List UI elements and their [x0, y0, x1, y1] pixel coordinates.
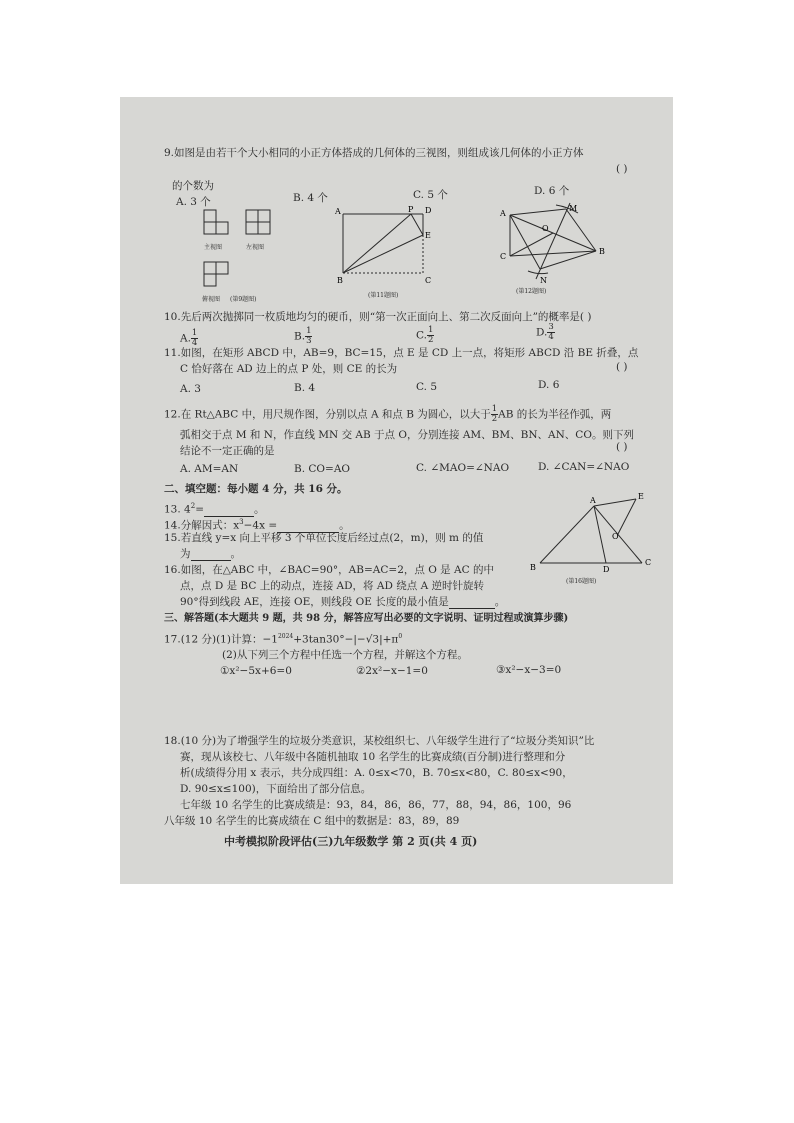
q9-paren: ( ) — [616, 163, 628, 175]
q16-line2: 点，点 D 是 BC 上的动点，连接 AD，将 AD 绕点 A 逆时针旋转 — [180, 580, 484, 592]
q11-line1: 11.如图，在矩形 ABCD 中，AB=9，BC=15，点 E 是 CD 上一点，将矩形 ABCD 沿 BE 折叠，点 — [164, 347, 639, 359]
fig16-caption: (第16题图) — [566, 578, 597, 585]
q12-option-a: A. AM=AN — [180, 463, 239, 475]
fig12-point-o: O — [542, 224, 549, 233]
q9-line1: 9.如图是由若干个大小相同的小正方体搭成的几何体的三视图，则组成该几何体的小正方体 — [164, 147, 584, 159]
q12-line3: 结论不一定正确的是 — [180, 445, 275, 457]
q15-end: 。 — [230, 548, 241, 560]
q12-line1-pre: 12.在 Rt△ABC 中，用尺规作图，分别以点 A 和点 B 为圆心，以大于 — [164, 408, 491, 421]
q9-option-a: A. 3 个 — [176, 196, 211, 208]
fig11-point-d: D — [425, 206, 432, 215]
fig11-point-a: A — [335, 207, 341, 216]
fig12-point-n: N — [540, 276, 547, 285]
q17-eq3: ③x²−x−3=0 — [496, 664, 562, 676]
q11-option-a: A. 3 — [180, 383, 201, 395]
q10-option-d-label: D. — [536, 326, 548, 339]
fig9-caption: (第9题图) — [230, 296, 257, 303]
fig16-triangle-figure — [528, 489, 664, 573]
q15-line2-pre: 为 — [180, 548, 191, 560]
fig16-point-b: B — [530, 563, 536, 572]
q9-option-d: D. 6 个 — [534, 185, 570, 197]
fig16-point-o: O — [612, 532, 619, 541]
q9-option-b: B. 4 个 — [293, 192, 328, 204]
q17-mid: +3tan30°−|−√3|+π — [293, 633, 399, 646]
fig11-point-p: P — [408, 205, 414, 214]
q17-part1 — [164, 630, 402, 647]
q18-line6: 八年级 10 名学生的比赛成绩在 C 组中的数据是：83，89，89 — [164, 815, 460, 827]
q12-line1-den: 2 — [491, 414, 498, 424]
q11-paren: ( ) — [616, 361, 628, 373]
q12-option-c: C. ∠MAO=∠NAO — [416, 462, 510, 474]
q13-pre: 13. 4 — [164, 503, 191, 516]
q17-eq2: ②2x²−x−1=0 — [356, 665, 428, 677]
q11-line2: C 恰好落在 AD 边上的点 P 处，则 CE 的长为 — [180, 363, 398, 375]
q10-option-d — [536, 323, 555, 342]
q16-end: 。 — [494, 596, 506, 608]
q17-part2: (2)从下列三个方程中任选一个方程，并解这个方程。 — [222, 649, 468, 661]
q14-sup: 3 — [239, 518, 244, 526]
q10-option-d-num: 3 — [548, 322, 554, 332]
q12-line2: 弧相交于点 M 和 N，作直线 MN 交 AB 于点 O，分别连接 AM、BM、BN、AN、CO。则下列 — [180, 429, 634, 441]
q12-line1-num: 1 — [491, 404, 498, 414]
q12-line1-post: AB 的长为半径作弧，两 — [498, 408, 612, 421]
q10-option-b — [294, 327, 312, 346]
q17-sup2: 0 — [398, 633, 403, 640]
fig9-front-view-label: 主视图 — [204, 244, 223, 251]
q10-option-c-label: C. — [416, 329, 427, 342]
q14-pre: 14.分解因式：x — [164, 519, 240, 532]
q10-option-b-label: B. — [294, 330, 306, 343]
exam-page — [120, 97, 673, 884]
q16-line3-text: 90°得到线段 AE，连接 OE，则线段 OE 长度的最小值是 — [180, 596, 449, 608]
q11-option-d: D. 6 — [538, 379, 560, 391]
q18-line5: 七年级 10 名学生的比赛成绩是：93，84，86，86，77，88，94，86，100，96 — [180, 799, 572, 811]
q15-answer-blank — [191, 550, 231, 561]
q13-end: 。 — [254, 503, 265, 516]
fig16-point-e: E — [638, 492, 644, 501]
q9-line2: 的个数为 — [172, 180, 214, 192]
page-footer: 中考模拟阶段评估(三)九年级数学 第 2 页(共 4 页) — [224, 835, 478, 848]
q12-paren: ( ) — [616, 441, 628, 453]
q17-pre: 17.(12 分)(1)计算：−1 — [164, 633, 278, 646]
fig16-point-a: A — [590, 496, 596, 505]
q14-end: 。 — [339, 519, 350, 532]
fig11-rectangle-figure — [332, 205, 444, 289]
fig12-point-b: B — [599, 247, 605, 256]
q12-option-d: D. ∠CAN=∠NAO — [538, 461, 630, 473]
q18-line4: D. 90≤x≤100)，下面给出了部分信息。 — [180, 783, 372, 795]
q13-answer-blank — [204, 506, 254, 517]
fig12-point-m: M — [569, 204, 578, 213]
q10-question: 10.先后两次抛掷同一枚质地均匀的硬币，则“第一次正面向上、第二次反面向上”的概率是( ) — [164, 311, 592, 323]
fig16-point-d: D — [603, 565, 610, 573]
q15-line2 — [180, 548, 241, 561]
fig12-construction-figure — [496, 201, 618, 285]
fig16-point-c: C — [645, 558, 652, 567]
q10-option-c-num: 1 — [428, 325, 434, 335]
fig11-point-b: B — [337, 276, 343, 285]
q11-option-c: C. 5 — [416, 381, 438, 393]
q10-option-c — [416, 326, 434, 345]
fig11-point-e: E — [425, 231, 431, 240]
fig11-caption: (第11题图) — [368, 292, 399, 299]
q13-post: = — [195, 503, 204, 516]
fig12-point-c: C — [500, 252, 507, 261]
q18-line3: 析(成绩得分用 x 表示，共分成四组：A. 0≤x<70，B. 70≤x<80，C. 80≤x<90， — [180, 767, 573, 779]
q14 — [164, 516, 350, 533]
q10-option-b-num: 1 — [306, 326, 312, 336]
q12-option-b: B. CO=AO — [294, 463, 351, 475]
q13 — [164, 500, 265, 517]
q9-option-c: C. 5 个 — [413, 189, 448, 201]
q10-option-c-den: 2 — [428, 335, 434, 345]
q10-option-a-num: 1 — [191, 328, 198, 338]
q11-option-b: B. 4 — [294, 382, 316, 394]
fig12-point-a: A — [500, 209, 506, 218]
q17-sup1: 2024 — [277, 633, 294, 640]
q18-line1: 18.(10 分)为了增强学生的垃圾分类意识，某校组织七、八年级学生进行了“垃圾分类知识”比 — [164, 735, 595, 747]
q17-eq1: ①x²−5x+6=0 — [220, 665, 292, 677]
q16-line1: 16.如图，在△ABC 中，∠BAC=90°，AB=AC=2，点 O 是 AC 的中 — [164, 564, 494, 576]
q15-line1: 15.若直线 y=x 向上平移 3 个单位长度后经过点(2，m)，则 m 的值 — [164, 532, 484, 544]
fig9-top-view-label: 俯视图 — [202, 296, 221, 303]
q14-answer-blank — [277, 522, 339, 533]
fig11-point-c: C — [425, 276, 432, 285]
q10-option-a-label: A. — [180, 332, 191, 345]
q12-line1 — [164, 405, 611, 424]
section2-heading: 二、填空题：每小题 4 分，共 16 分。 — [164, 483, 348, 495]
fig12-caption: (第12题图) — [516, 288, 547, 295]
section3-heading: 三、解答题(本大题共 9 题，共 98 分，解答应写出必要的文字说明、证明过程或演算步骤) — [164, 613, 569, 624]
q10-option-b-den: 3 — [306, 336, 312, 346]
q16-answer-blank — [449, 598, 495, 609]
fig9-left-view-label: 左视图 — [246, 244, 265, 251]
q10-option-a — [180, 329, 198, 348]
q13-sup: 2 — [190, 502, 196, 510]
q16-line3 — [180, 596, 505, 609]
q14-post: −4x = — [243, 519, 278, 532]
q18-line2: 赛，现从该校七、八年级中各随机抽取 10 名学生的比赛成绩(百分制)进行整理和分 — [180, 751, 566, 763]
q10-option-a-den: 4 — [191, 338, 198, 348]
q10-option-d-den: 4 — [548, 332, 554, 342]
